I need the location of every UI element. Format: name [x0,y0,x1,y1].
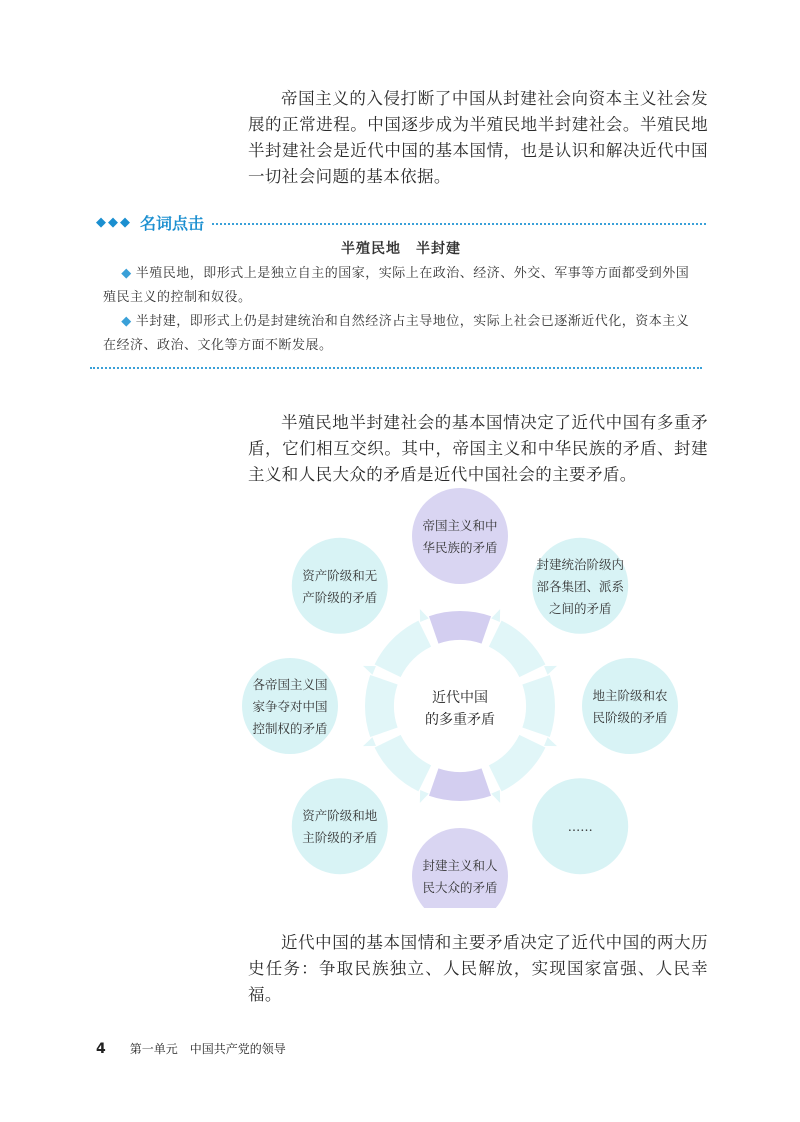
node-label: 部各集团、派系 [536,578,624,594]
node-label: 各帝国主义国 [252,677,328,692]
page-footer [96,1040,286,1057]
footer-title: 中国共产党的领导 [189,1042,286,1056]
ring-arrow-icon [544,737,557,746]
dotted-divider-bottom [90,367,702,369]
center-label: 近代中国 [432,690,488,706]
contradiction-node [292,778,388,874]
ring-segment [429,768,491,801]
ring-arrow-icon [363,666,376,675]
term-definition-text: 半封建，即形式上仍是封建统治和自然经济占主导地位，实际上社会已逐渐近代化，资本主义在经济、政治、文化等方面不断发展。 [103,314,690,353]
node-label: 封建主义和人 [422,858,498,873]
ring-arrow-icon [491,790,500,803]
diamond-bullet-icon: ◆ [121,266,132,281]
node-label: 之间的矛盾 [548,600,612,616]
node-label: 民阶级的矛盾 [592,710,668,725]
node-circle [412,488,508,584]
contradictions-diagram [240,488,680,908]
node-label: …… [567,819,593,835]
contradiction-node [532,538,628,634]
node-label: 资产阶级和无 [302,567,378,583]
contradiction-node [412,488,508,584]
footer-unit: 第一单元 [129,1042,178,1056]
ring-segment [429,611,491,644]
term-definition-item [103,310,698,358]
ring-arrow-icon [420,790,429,803]
node-label: 帝国主义和中 [422,518,498,533]
node-circle [292,538,388,634]
contradictions-paragraph: 半殖民地半封建社会的基本国情决定了近代中国有多重矛盾，它们相互交织。其中，帝国主义和中华民族的矛盾、封建主义和人民大众的矛盾是近代中国社会的主要矛盾。 [248,413,708,484]
contradiction-node [582,658,678,754]
contradiction-node [292,538,388,634]
dotted-divider [212,223,706,225]
node-label: 控制权的矛盾 [252,721,328,736]
tasks-paragraph: 近代中国的基本国情和主要矛盾决定了近代中国的两大历史任务：争取民族独立、人民解放，实现国家富强、人民幸福。 [248,933,708,1004]
diamond-icon: ◆◆◆ [96,214,132,230]
term-box-subtitle: 半殖民地 半封建 [341,241,461,257]
node-label: 资产阶级和地 [302,808,378,824]
term-box-title: 名词点击 [140,213,205,233]
ring-arrow-icon [491,609,500,622]
ring-arrow-icon [363,737,376,746]
term-definition-item [103,262,698,310]
node-label: 主阶级的矛盾 [302,830,378,846]
page-number: 4 [96,1041,106,1057]
node-label: 家争夺对中国 [252,699,328,714]
ring-arrow-icon [420,609,429,622]
node-label: 地主阶级和农 [592,688,668,703]
node-circle [292,778,388,874]
node-label: 民大众的矛盾 [422,880,498,895]
ring-segment [522,675,555,737]
node-label: 封建统治阶级内 [536,556,624,572]
term-box-body [103,262,698,358]
node-label: 产阶级的矛盾 [302,589,378,605]
diamond-bullet-icon: ◆ [121,314,132,329]
node-circle [582,658,678,754]
contradiction-node [242,658,338,754]
term-box-header [96,211,706,233]
ring-segment [365,675,398,737]
contradiction-node [412,828,508,908]
center-circle [400,646,520,766]
center-label: 的多重矛盾 [425,712,495,728]
ring-arrow-icon [544,666,557,675]
contradiction-node [532,778,628,874]
term-definition-text: 半殖民地，即形式上是独立自主的国家，实际上在政治、经济、外交、军事等方面都受到外国殖民主义的控制和奴役。 [103,266,690,305]
node-label: 华民族的矛盾 [422,540,498,555]
intro-paragraph: 帝国主义的入侵打断了中国从封建社会向资本主义社会发展的正常进程。中国逐步成为半殖民地半封建社会。半殖民地半封建社会是近代中国的基本国情，也是认识和解决近代中国一切社会问题的基本依据。 [248,89,708,186]
